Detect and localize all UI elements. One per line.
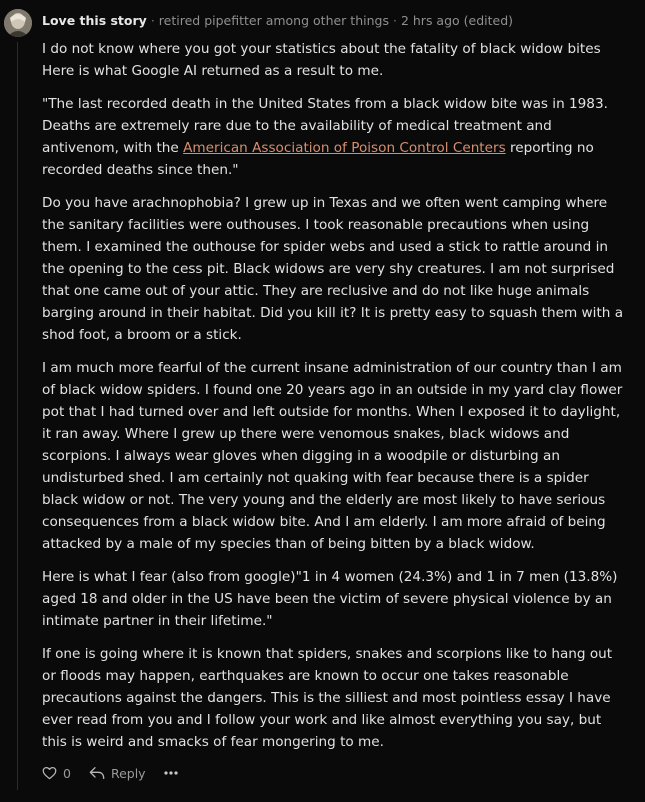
quote-text-after: reporting no recorded deaths since then." bbox=[42, 140, 594, 178]
like-button[interactable] bbox=[42, 766, 71, 781]
header-separator: · bbox=[392, 13, 397, 28]
header-separator: · bbox=[150, 13, 155, 28]
reply-label: Reply bbox=[110, 765, 146, 781]
quote-text-before: "The last recorded death in the United States from a black widow bite was in 1983. Deaths are extremely rare due to the availability of medical treatment and antivenom, with the bbox=[42, 96, 608, 156]
author-name[interactable]: Love this story bbox=[42, 13, 147, 28]
poison-control-link[interactable]: American Association of Poison Control Centers bbox=[183, 140, 506, 156]
avatar-image bbox=[4, 9, 32, 37]
like-count: 0 bbox=[63, 765, 71, 781]
thread-line[interactable] bbox=[17, 42, 18, 790]
more-options-button[interactable] bbox=[164, 771, 178, 775]
comment-paragraph: I do not know where you got your statistics about the fatality of black widow bites Here is what Google AI returned as a result to me. bbox=[42, 41, 601, 79]
comment-actions bbox=[42, 764, 178, 782]
comment-paragraph: Do you have arachnophobia? I grew up in Texas and we often went camping where the sanitary facilities were outhouses. I took reasonable precautions when using them. I examined the outhouse for spider webs and used a stick to rattle around in the opening to the cess pit. Black widows are very shy creatures. I am not surprised that one came out of your attic. They are reclusive and do not like huge animals barging around in their habitat. Did you kill it? It is pretty easy to squash them with a shod foot, a broom or a stick. bbox=[42, 195, 624, 343]
avatar[interactable] bbox=[4, 9, 32, 37]
heart-icon bbox=[42, 766, 57, 780]
comment-timestamp[interactable]: 2 hrs ago (edited) bbox=[400, 13, 514, 28]
comment-paragraph: Here is what I fear (also from google)"1 in 4 women (24.3%) and 1 in 7 men (13.8%) aged 18 and older in the US have been the victim of severe physical violence by an intimate partner in their lifetime." bbox=[42, 569, 618, 629]
comment-paragraph: If one is going where it is known that spiders, snakes and scorpions like to hang out or floods may happen, earthquakes are known to occur one takes reasonable precautions against the dangers. This is the silliest and most pointless essay I have ever read from you and I follow your work and like almost everything you say, but this is weird and smacks of fear mongering to me. bbox=[42, 646, 613, 750]
comment-paragraph-quote bbox=[42, 93, 628, 181]
comment-body bbox=[42, 38, 628, 764]
comment-paragraph: I am much more fearful of the current insane administration of our country than I am of black widow spiders. I found one 20 years ago in an outside in my yard clay flower pot that I had turned over and left outside for months. When I exposed it to daylight, it ran away. Where I grew up there were venomous snakes, black widows and scorpions. I always wear gloves when digging in a woodpile or disturbing an undisturbed shed. I am certainly not quaking with fear because there is a spider black widow or not. The very young and the elderly are most likely to have serious consequences from a black widow bite. And I am elderly. I am more afraid of being attacked by a male of my species than of being bitten by a black widow. bbox=[42, 360, 623, 552]
author-bio: retired pipefitter among other things bbox=[158, 13, 389, 28]
reply-arrow-icon bbox=[89, 766, 105, 780]
reply-button[interactable] bbox=[89, 766, 146, 781]
ellipsis-icon bbox=[164, 771, 178, 775]
comment-header bbox=[42, 13, 513, 31]
